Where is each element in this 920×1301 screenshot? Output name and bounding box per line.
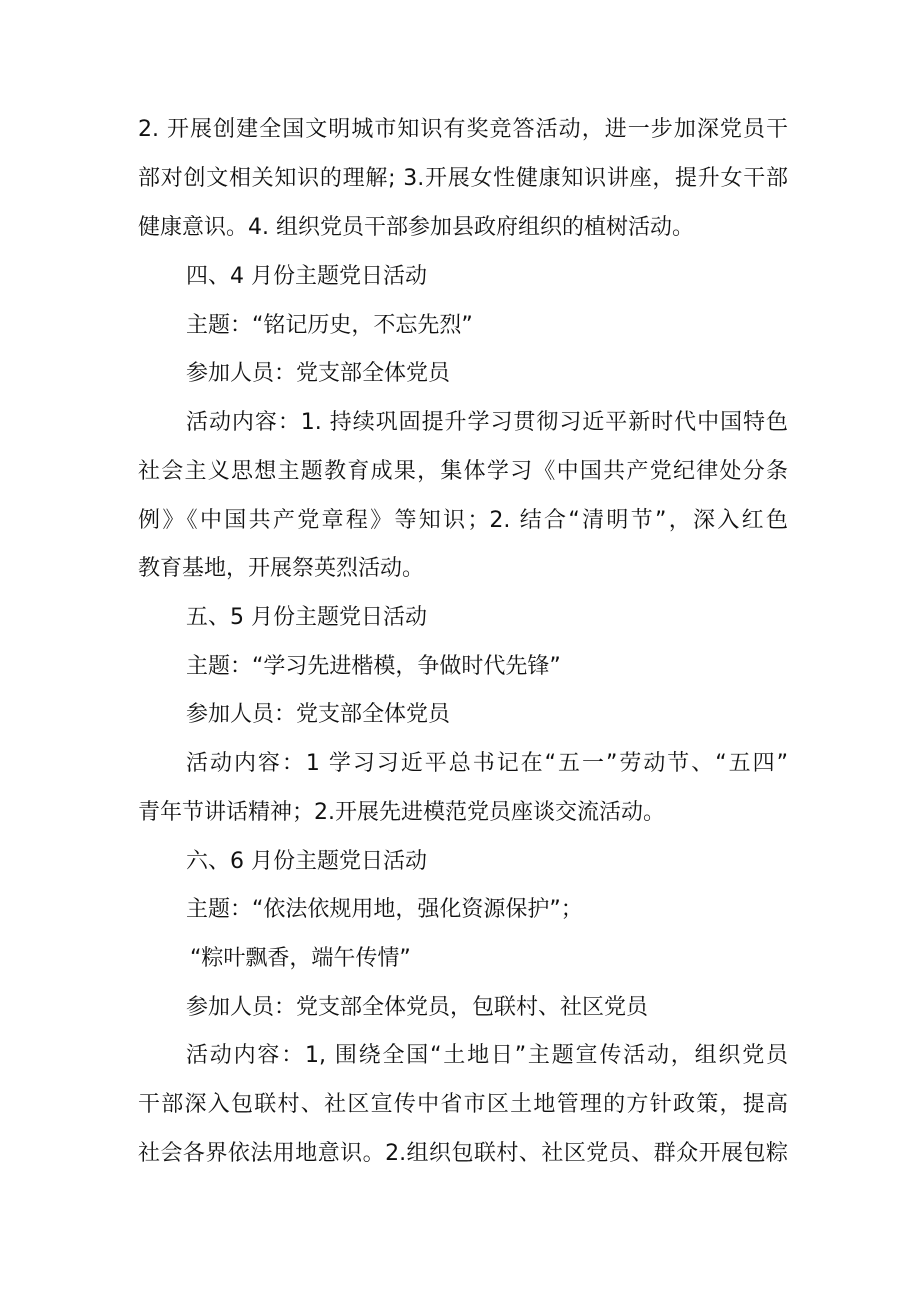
paragraph-line: 青年节讲话精神；2.开展先进模范党员座谈交流活动。 [138,800,665,825]
participants-line: 参加人员：党支部全体党员 [186,702,451,727]
section-heading-june: 六、6 月份主题党日活动 [186,849,427,874]
paragraph-line: 健康意识。4. 组织党员干部参加县政府组织的植树活动。 [138,215,694,240]
paragraph-line: 部对创文相关知识的理解; 3.开展女性健康知识讲座，提升女干部 [138,166,788,191]
theme-line-continued: “粽叶飘香，端午传情” [190,946,411,971]
theme-line: 主题：“学习先进楷模，争做时代先锋” [186,654,561,679]
paragraph-line: 教育基地，开展祭英烈活动。 [138,556,425,581]
activity-line: 活动内容：1 学习习近平总书记在“五一”劳动节、“五四” [186,751,788,776]
paragraph-line: 2. 开展创建全国文明城市知识有奖竞答活动，进一步加深党员干 [138,117,788,142]
theme-line: 主题：“依法依规用地，强化资源保护”； [186,897,583,922]
activity-line: 活动内容：1. 持续巩固提升学习贯彻习近平新时代中国特色 [186,410,788,435]
paragraph-line: 例》《中国共产党章程》等知识；2. 结合“清明节”，深入红色 [138,508,788,533]
paragraph-line: 社会各界依法用地意识。2.组织包联村、社区党员、群众开展包粽 [138,1141,788,1166]
theme-line: 主题：“铭记历史，不忘先烈” [186,313,473,338]
section-heading-april: 四、4 月份主题党日活动 [186,264,427,289]
paragraph-line: 干部深入包联村、社区宣传中省市区土地管理的方针政策，提高 [138,1092,788,1117]
paragraph-line: 社会主义思想主题教育成果，集体学习《中国共产党纪律处分条 [138,459,788,484]
activity-line: 活动内容：1, 围绕全国“土地日”主题宣传活动，组织党员 [186,1043,788,1068]
participants-line: 参加人员：党支部全体党员 [186,361,451,386]
section-heading-may: 五、5 月份主题党日活动 [186,605,427,630]
participants-line: 参加人员：党支部全体党员，包联村、社区党员 [186,995,649,1020]
